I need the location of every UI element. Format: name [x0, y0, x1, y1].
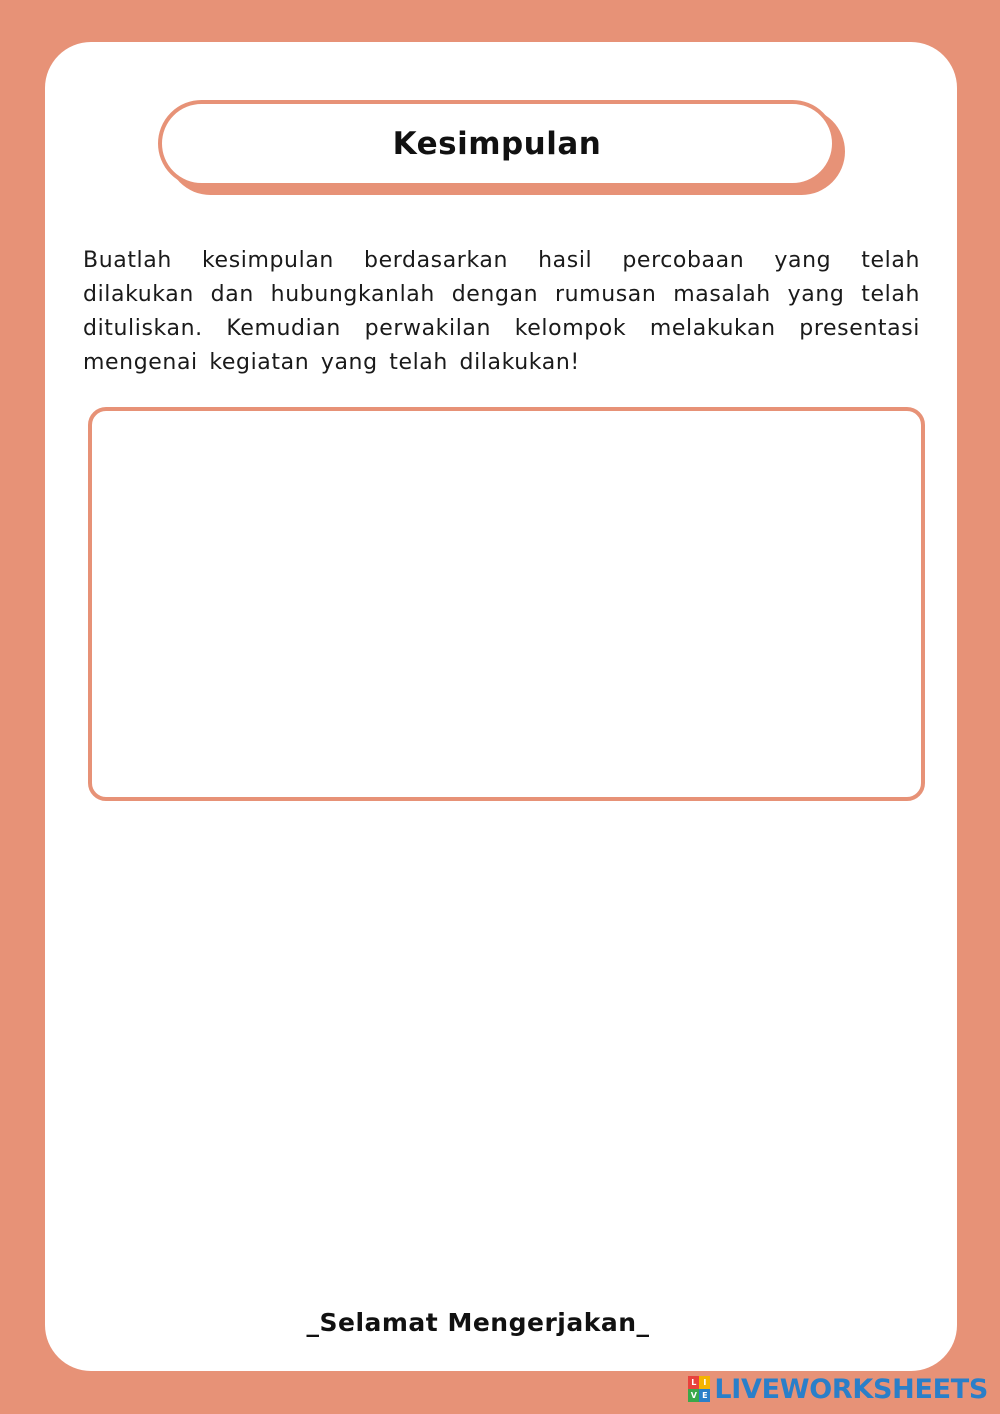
- logo-letter-v: V: [688, 1389, 699, 1402]
- page-title: Kesimpulan: [392, 125, 602, 162]
- answer-box[interactable]: [88, 407, 925, 801]
- liveworksheets-logo-icon: [688, 1376, 710, 1402]
- logo-letter-e: E: [699, 1389, 710, 1402]
- liveworksheets-brand[interactable]: [688, 1372, 988, 1406]
- logo-letter-l: L: [688, 1376, 699, 1389]
- logo-letter-i: I: [699, 1376, 710, 1389]
- brand-name: LIVEWORKSHEETS: [714, 1373, 988, 1405]
- answer-input[interactable]: [104, 423, 913, 789]
- footer-message: _Selamat Mengerjakan_: [306, 1308, 650, 1337]
- instructions-text: Buatlah kesimpulan berdasarkan hasil percobaan yang telah dilakukan dan hubungkanlah dengan rumusan masalah yang telah dituliskan. Kemudian perwakilan kelompok melakukan presentasi mengenai kegiatan yang telah dilakukan!: [83, 248, 920, 375]
- title-banner: [158, 100, 836, 187]
